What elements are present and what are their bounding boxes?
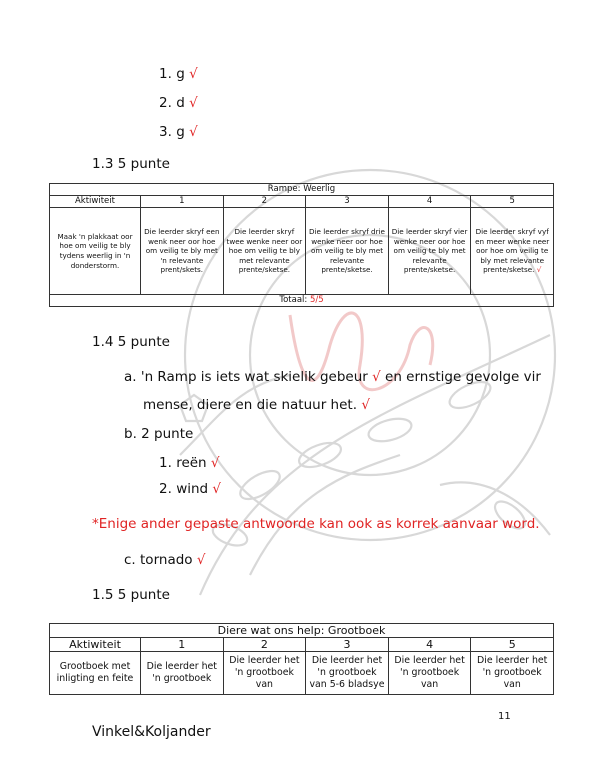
rubric-2-title: Diere wat ons help: Grootboek	[50, 624, 554, 638]
rubric-grootboek-table	[49, 623, 554, 695]
rubric-weerlig-table	[49, 183, 554, 307]
rubric-level-5: 5	[471, 196, 554, 208]
rubric-level-4: 4	[388, 196, 471, 208]
rubric-2-level-4: 4	[388, 638, 471, 652]
rubric-2-descriptor-3: Die leerder het 'n grootboek van 5-6 bladsye	[306, 652, 389, 695]
answer-b-2-text: wind	[176, 481, 209, 497]
rubric-2-descriptor-2: Die leerder het 'n grootboek van	[223, 652, 306, 695]
rubric-descriptor-2: Die leerder skryf twee wenke neer oor hoe om veilig te bly met relevante prente/sketse.	[223, 208, 306, 295]
question-1-4-heading: 1.4 5 punte	[92, 334, 170, 350]
answer-2-text: d	[176, 95, 185, 111]
rubric-title: Rampe: Weerlig	[50, 184, 554, 196]
answer-3-text: g	[176, 124, 185, 140]
answer-a-line-2	[143, 397, 370, 413]
check-mark-icon: √	[372, 369, 381, 385]
rubric-2-level-5: 5	[471, 638, 554, 652]
answer-1-text: g	[176, 66, 185, 82]
rubric-descriptor-3: Die leerder skryf drie wenke neer oor hoe om veilig te bly met relevante prente/sketse.	[306, 208, 389, 295]
rubric-2-col-header: Aktiwiteit	[50, 638, 141, 652]
answer-b-1	[159, 455, 220, 471]
rubric-descriptor-5	[471, 208, 554, 295]
answer-3-number: 3.	[159, 124, 172, 140]
check-mark-icon: √	[189, 66, 198, 82]
answer-b-1-text: reën	[176, 455, 207, 471]
question-1-3-heading: 1.3 5 punte	[92, 156, 170, 172]
page-number: 11	[498, 711, 511, 722]
rubric-level-3: 3	[306, 196, 389, 208]
rubric-2-level-1: 1	[141, 638, 224, 652]
rubric-total	[50, 295, 554, 307]
rubric-activity: Maak 'n plakkaat oor hoe om veilig te bly tydens weerlig in 'n donderstorm.	[50, 208, 141, 295]
check-mark-icon: √	[189, 124, 198, 140]
check-mark-icon: √	[196, 552, 206, 568]
rubric-col-header: Aktiwiteit	[50, 196, 141, 208]
rubric-2-level-3: 3	[306, 638, 389, 652]
answer-2-number: 2.	[159, 95, 172, 111]
rubric-descriptor-5-text: Die leerder skryf vyf en meer wenke neer oor hoe om veilig te bly met relevante prente/sketse.	[475, 227, 550, 275]
rubric-total-label: Totaal:	[279, 294, 308, 305]
rubric-2-level-2: 2	[223, 638, 306, 652]
rubric-level-2: 2	[223, 196, 306, 208]
rubric-2-activity: Grootboek met inligting en feite	[50, 652, 141, 695]
answer-b-1-number: 1.	[159, 455, 172, 471]
rubric-descriptor-1: Die leerder skryf een wenk neer oor hoe om veilig te bly met 'n relevante prent/skets.	[141, 208, 224, 295]
rubric-descriptor-4: Die leerder skryf vier wenke neer oor hoe om veilig te bly met relevante prente/sketse.	[388, 208, 471, 295]
answer-a-label: a.	[124, 369, 137, 385]
check-mark-icon: √	[361, 397, 370, 413]
check-mark-icon: √	[189, 95, 198, 111]
rubric-2-descriptor-4: Die leerder het 'n grootboek van	[388, 652, 471, 695]
check-mark-icon: √	[536, 265, 542, 275]
check-mark-icon: √	[210, 455, 220, 471]
rubric-2-descriptor-1: Die leerder het 'n grootboek	[141, 652, 224, 695]
answer-b-2	[159, 481, 221, 497]
question-1-5-heading: 1.5 5 punte	[92, 587, 170, 603]
answer-c-label: c.	[124, 552, 136, 568]
answer-b-label: b. 2 punte	[124, 426, 194, 442]
answer-c-text: tornado	[140, 552, 193, 568]
answer-1	[159, 66, 198, 82]
answer-b-2-number: 2.	[159, 481, 172, 497]
answer-a-line-1	[124, 369, 541, 385]
rubric-total-value: 5/5	[309, 294, 324, 305]
check-mark-icon: √	[212, 481, 222, 497]
answer-a-text-1: 'n Ramp is iets wat skielik gebeur	[140, 369, 368, 385]
footer-brand: Vinkel&Koljander	[92, 724, 211, 740]
answer-3	[159, 124, 198, 140]
rubric-level-1: 1	[141, 196, 224, 208]
alternative-answers-note: *Enige ander gepaste antwoorde kan ook as korrek aanvaar word.	[92, 516, 540, 532]
answer-1-number: 1.	[159, 66, 172, 82]
answer-a-text-3: mense, diere en die natuur het.	[143, 397, 358, 413]
answer-a-text-2: en ernstige gevolge vir	[385, 369, 541, 385]
answer-2	[159, 95, 198, 111]
answer-c	[124, 552, 205, 568]
rubric-2-descriptor-5: Die leerder het 'n grootboek van	[471, 652, 554, 695]
